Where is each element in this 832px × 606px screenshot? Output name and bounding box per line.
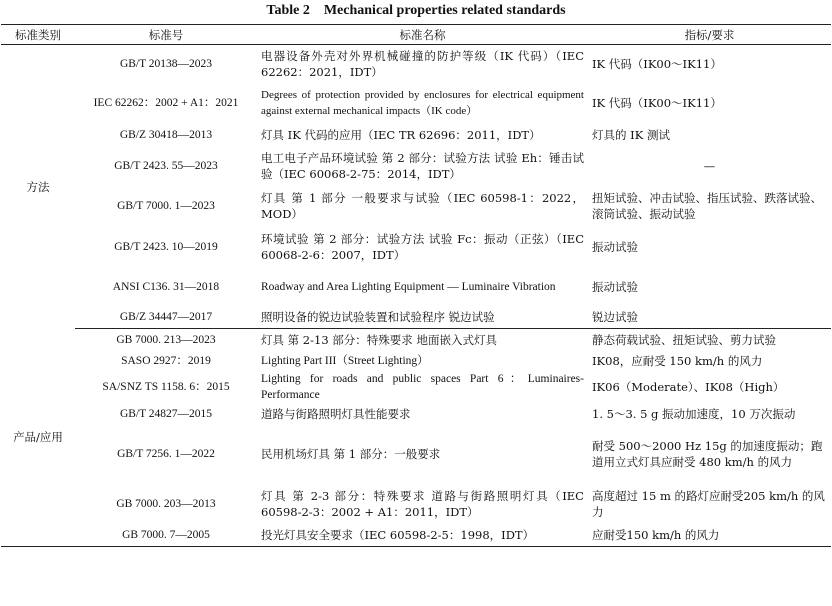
standard-name: 灯具 第 1 部分 一般要求与试验（IEC 60598-1：2022，MOD） <box>261 190 584 221</box>
table-row <box>1 351 831 371</box>
standard-code: GB 7000. 7—2005 <box>75 525 257 547</box>
standard-requirement: 应耐受150 km/h 的风力 <box>588 525 831 547</box>
header-code: 标准号 <box>75 25 257 45</box>
table-row <box>1 267 831 307</box>
standard-code: GB/T 20138—2023 <box>119 57 213 70</box>
standard-requirement: 灯具的 IK 测试 <box>592 127 670 142</box>
standard-requirement: 振动试验 <box>592 239 638 254</box>
standards-table <box>1 24 831 547</box>
table-row <box>1 123 831 147</box>
standard-code: GB/Z 30418—2013 <box>119 128 213 141</box>
table-row <box>1 329 831 351</box>
table-row <box>1 403 831 425</box>
table-caption: Table 2 Mechanical properties related standards <box>266 3 566 18</box>
table-row <box>1 227 831 267</box>
standard-requirement: IK 代码（IK00～IK11） <box>592 95 722 110</box>
standard-requirement: 1. 5～3. 5 g 振动加速度，10 万次振动 <box>592 406 796 421</box>
standard-requirement: IK06（Moderate）、IK08（High） <box>592 379 785 394</box>
standard-code: SASO 2927：2019 <box>121 354 211 367</box>
standard-code: GB/T 2423. 10—2019 <box>114 240 218 253</box>
standard-code: GB/T 24827—2015 <box>119 407 213 420</box>
standard-name: 灯具 第 2-13 部分：特殊要求 地面嵌入式灯具 <box>261 332 497 347</box>
standard-name: 灯具 第 2-3 部分：特殊要求 道路与街路照明灯具（IEC 60598-2-3：2002 + A1：2011，IDT） <box>261 488 584 519</box>
header-requirement: 指标/要求 <box>588 25 831 45</box>
standard-code: GB 7000. 213—2023 <box>116 333 216 346</box>
table-row <box>1 45 831 83</box>
standard-code: GB/T 2423. 55—2023 <box>114 159 218 172</box>
standard-requirement: 扭矩试验、冲击试验、指压试验、跌落试验、滚筒试验、振动试验 <box>592 190 822 221</box>
standard-requirement: 静态荷载试验、扭矩试验、剪力试验 <box>592 332 776 347</box>
standard-name: 投光灯具安全要求（IEC 60598-2-5：1998，IDT） <box>257 525 588 547</box>
standard-name: 道路与街路照明灯具性能要求 <box>261 406 411 421</box>
standard-name: Roadway and Area Lighting Equipment — Luminaire Vibration <box>261 280 556 293</box>
standard-name: 电工电子产品环境试验 第 2 部分：试验方法 试验 Eh：锤击试验（IEC 60068-2-75：2014，IDT） <box>261 150 584 181</box>
table-row <box>1 307 831 329</box>
standard-name: 灯具 IK 代码的应用（IEC TR 62696：2011，IDT） <box>261 127 541 142</box>
standard-requirement: 振动试验 <box>592 279 638 294</box>
header-row <box>1 25 831 45</box>
standard-name: Lighting for roads and public spaces Part 6：Luminaires-Performance <box>261 372 584 401</box>
standard-name: 电器设备外壳对外界机械碰撞的防护等级（IK 代码）（IEC 62262：2021，IDT） <box>261 48 584 79</box>
standard-name: 照明设备的锐边试验装置和试验程序 锐边试验 <box>257 307 588 329</box>
table-row <box>1 483 831 525</box>
standard-code: SA/SNZ TS 1158. 6：2015 <box>102 380 230 393</box>
table-row <box>1 83 831 123</box>
table-row <box>1 147 831 185</box>
standard-code: GB/Z 34447—2017 <box>75 307 257 329</box>
table-row <box>1 425 831 483</box>
header-category: 标准类别 <box>1 25 75 45</box>
standard-requirement: IK08，应耐受 150 km/h 的风力 <box>592 353 763 368</box>
header-name: 标准名称 <box>257 25 588 45</box>
category-product: 产品/应用 <box>1 329 75 547</box>
standard-requirement: IK 代码（IK00～IK11） <box>592 56 722 71</box>
category-method: 方法 <box>26 179 50 194</box>
standard-code: GB/T 7000. 1—2023 <box>117 199 215 212</box>
table-row <box>1 525 831 547</box>
standard-requirement: 锐边试验 <box>588 307 831 329</box>
standard-code: IEC 62262：2002 + A1：2021 <box>93 96 239 109</box>
table-row <box>1 185 831 227</box>
standard-name: Degrees of protection provided by enclosures for electrical equipment against external mechanical impacts（IK code） <box>261 88 584 117</box>
standard-requirement: 耐受 500～2000 Hz 15g 的加速度振动；跑道用立式灯具应耐受 480 km/h 的风力 <box>592 438 823 469</box>
standard-code: GB/T 7256. 1—2022 <box>117 447 215 460</box>
standard-requirement: 高度超过 15 m 的路灯应耐受205 km/h 的风力 <box>592 488 825 519</box>
standard-name: 民用机场灯具 第 1 部分：一般要求 <box>261 446 441 461</box>
standard-code: GB 7000. 203—2013 <box>116 497 216 510</box>
standard-name: Lighting Part III（Street Lighting） <box>261 354 429 367</box>
standard-code: ANSI C136. 31—2018 <box>112 280 220 293</box>
standard-name: 环境试验 第 2 部分：试验方法 试验 Fc：振动（正弦）（IEC 60068-2-6：2007，IDT） <box>261 231 584 262</box>
standard-requirement: — <box>703 158 716 173</box>
table-row <box>1 371 831 403</box>
